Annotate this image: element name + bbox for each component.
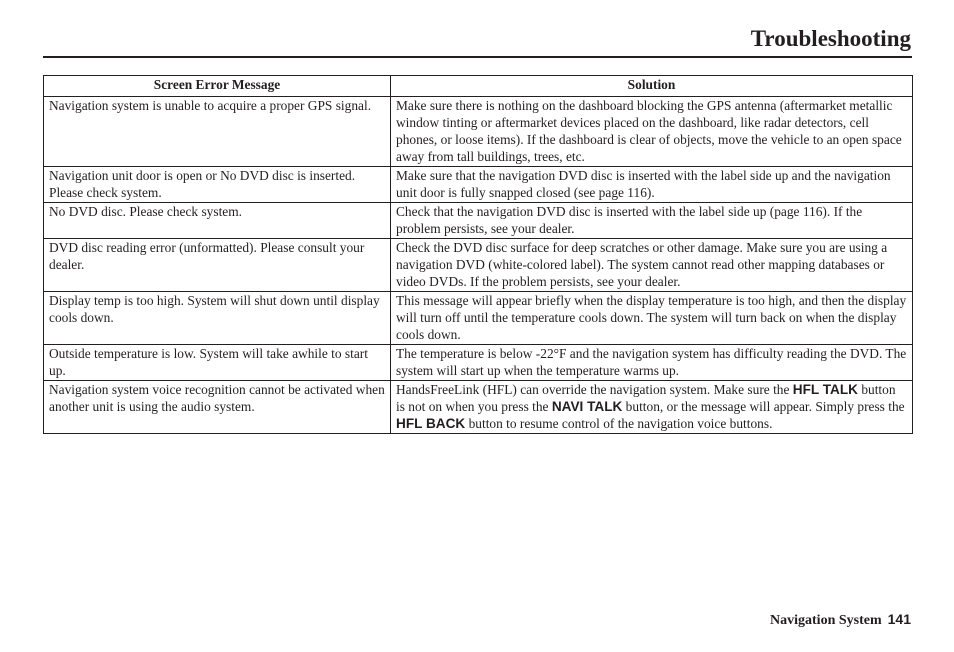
solution-text: button to resume control of the navigation voice buttons. bbox=[465, 416, 773, 431]
title-divider bbox=[43, 56, 912, 58]
solution-cell: This message will appear briefly when the display temperature is too high, and then the display will turn off until the temperature cools down. The system will turn back on when the display cools down. bbox=[391, 292, 913, 345]
page-number: 141 bbox=[887, 611, 911, 627]
error-message-cell: Navigation system is unable to acquire a proper GPS signal. bbox=[44, 97, 391, 167]
footer-section-name: Navigation System bbox=[770, 613, 882, 628]
solution-text: button is not on when you press the bbox=[396, 382, 896, 414]
table-row bbox=[44, 203, 913, 239]
hfl-back-button-name: HFL BACK bbox=[396, 416, 466, 431]
column-header-message: Screen Error Message bbox=[44, 76, 391, 97]
navi-talk-button-name: NAVI TALK bbox=[551, 399, 623, 414]
solution-cell: Check the DVD disc surface for deep scratches or other damage. Make sure you are using a navigation DVD (white-colored label). The system cannot read other mapping databases or video DVDs. If the problem persists, see your dealer. bbox=[391, 239, 913, 292]
error-message-cell: Navigation unit door is open or No DVD disc is inserted. Please check system. bbox=[44, 167, 391, 203]
solution-cell: Check that the navigation DVD disc is inserted with the label side up (page 116). If the problem persists, see your dealer. bbox=[391, 203, 913, 239]
hfl-talk-button-name: HFL TALK bbox=[792, 382, 858, 397]
table-row bbox=[44, 167, 913, 203]
solution-text: HandsFreeLink (HFL) can override the navigation system. Make sure the bbox=[396, 382, 793, 397]
table-row bbox=[44, 97, 913, 167]
error-message-cell: Navigation system voice recognition cannot be activated when another unit is using the audio system. bbox=[44, 381, 391, 434]
table-row bbox=[44, 239, 913, 292]
page-footer bbox=[770, 610, 911, 630]
solution-cell bbox=[391, 381, 913, 434]
solution-cell: Make sure there is nothing on the dashboard blocking the GPS antenna (aftermarket metallic window tinting or aftermarket devices placed on the dashboard, like radar detectors, cell phones, or loose items). If the dashboard is clear of objects, move the vehicle to an open space away from tall buildings, trees, etc. bbox=[391, 97, 913, 167]
error-message-cell: Display temp is too high. System will shut down until display cools down. bbox=[44, 292, 391, 345]
solution-cell: Make sure that the navigation DVD disc is inserted with the label side up and the navigation unit door is fully snapped closed (see page 116). bbox=[391, 167, 913, 203]
column-header-solution: Solution bbox=[391, 76, 913, 97]
error-message-cell: Outside temperature is low. System will take awhile to start up. bbox=[44, 345, 391, 381]
troubleshooting-table bbox=[43, 75, 913, 434]
table-row bbox=[44, 381, 913, 434]
solution-cell: The temperature is below -22°F and the navigation system has difficulty reading the DVD. The system will start up when the temperature warms up. bbox=[391, 345, 913, 381]
table-header-row bbox=[44, 76, 913, 97]
table-row bbox=[44, 345, 913, 381]
table-row bbox=[44, 292, 913, 345]
page-title: Troubleshooting bbox=[750, 26, 911, 51]
error-message-cell: No DVD disc. Please check system. bbox=[44, 203, 391, 239]
error-message-cell: DVD disc reading error (unformatted). Please consult your dealer. bbox=[44, 239, 391, 292]
solution-text: button, or the message will appear. Simply press the bbox=[622, 399, 905, 414]
